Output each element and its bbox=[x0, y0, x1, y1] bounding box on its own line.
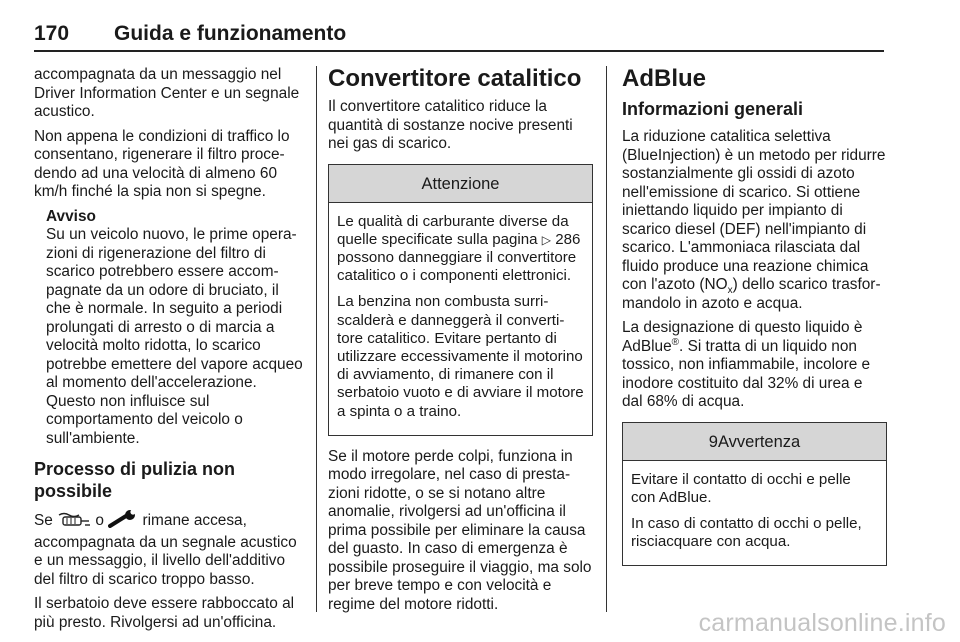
paragraph: accompagnata da un messaggio nel Driver Information Center e un segnale acustico. bbox=[34, 66, 300, 120]
caution-box-body bbox=[329, 203, 592, 435]
superscript: ® bbox=[671, 336, 680, 348]
section-heading: AdBlue bbox=[622, 65, 706, 92]
column-divider bbox=[316, 66, 317, 612]
text-fragment: possono danneggiare il convertitore catalitico o i componenti elettronici. bbox=[337, 248, 577, 285]
wrench-icon bbox=[108, 510, 138, 534]
paragraph: La benzina non combusta surriscalderà e danneggerà il convertitore catalitico. Evitare pertanto di utilizzare eccessivamente il motorino di avviamento, di rimanere con il serbatoio vuoto e di avviare il motore a spinta o a traino. bbox=[337, 293, 584, 420]
paragraph bbox=[622, 128, 887, 313]
paragraph: Se il motore perde colpi, funziona in modo irregolare, nel caso di prestazioni ridotte, o se si notano altre anomalie, rivolgersi ad un'officina il prima possibile per eliminare la causa del guasto. In caso di emergenza è possibile proseguire il viaggio, ma solo per breve tempo e con velocità e regime del motore ridotti. bbox=[328, 447, 592, 613]
paragraph: Non appena le condizioni di traffico lo consentano, rigenerare il filtro procedendo ad una velocità di almeno 60 km/h finché la spia non si spegne. bbox=[34, 127, 290, 200]
warning-title-text: Avvertenza bbox=[717, 432, 801, 451]
section-heading: Processo di pulizia non possibile bbox=[34, 459, 236, 501]
text-fragment: Se bbox=[34, 512, 53, 529]
page-reference-link[interactable]: 286 bbox=[555, 230, 581, 248]
text-fragment: La riduzione catalitica selettiva (BlueInjection) è un metodo per ridurre sostanzialmente gli ossidi di azoto nell'emissione di scarico. Si ottiene iniettando liquido per impianto di scarico diesel (DEF) nell'impianto di scarico. L'ammoniaca rilasciata dal fluido produce una reazione chimica con l'azoto (NO bbox=[622, 128, 886, 293]
text-fragment: ) dello scarico trasformandolo in azoto e acqua. bbox=[622, 276, 881, 312]
paragraph: In caso di contatto di occhi o pelle, risciacquare con acqua. bbox=[631, 514, 862, 551]
exhaust-filter-warning-icon bbox=[57, 511, 91, 534]
note-title: Avviso bbox=[46, 207, 96, 225]
subscript: x bbox=[727, 285, 733, 297]
paragraph bbox=[622, 319, 887, 412]
paragraph: Evitare il contatto di occhi e pelle con AdBlue. bbox=[631, 470, 851, 506]
column-left bbox=[34, 66, 304, 638]
page-header bbox=[34, 8, 884, 48]
text-fragment: . Si tratta di un liquido non tossico, non infiammabile, incolore e inodore costituito dal 32% di urea e dal 68% di acqua. bbox=[622, 337, 871, 410]
text-fragment: La designazione di questo liquido è AdBlue bbox=[622, 319, 863, 355]
section-heading: Convertitore catalitico bbox=[328, 65, 582, 92]
note-text: Su un veicolo nuovo, le prime operazioni di rigenerazione del filtro di scarico potrebbero essere accompagnate da un odore di bruciato, il che è normale. In seguito a periodi prolungati di arresto o di marcia a velocità molto ridotta, lo scarico potrebbe emettere del vapore acqueo al momento dell'accelerazione. Questo non influisce sul comportamento del veicolo o sull'ambiente. bbox=[46, 226, 303, 447]
paragraph: Il convertitore catalitico riduce la quantità di sostanze nocive presenti nei gas di scarico. bbox=[328, 98, 573, 152]
subsection-heading: Informazioni generali bbox=[622, 99, 804, 119]
text-fragment: o bbox=[95, 512, 104, 529]
column-divider bbox=[606, 66, 607, 612]
warning-box-title bbox=[623, 423, 886, 461]
note-block bbox=[34, 208, 304, 449]
warning-triangle-icon: 9 bbox=[708, 432, 718, 451]
warning-box bbox=[622, 422, 887, 567]
text-fragment: Le qualità di carburante diverse da quelle specificate sulla pagina bbox=[337, 212, 569, 248]
caution-box bbox=[328, 164, 593, 436]
warning-box-body bbox=[623, 461, 886, 566]
paragraph bbox=[34, 510, 304, 589]
column-middle bbox=[328, 66, 593, 620]
watermark: carmanualsonline.info bbox=[698, 609, 946, 637]
running-title: Guida e funzionamento bbox=[114, 22, 347, 45]
paragraph: Il serbatoio deve essere rabboccato al più presto. Rivolgersi ad un'officina. bbox=[34, 595, 295, 631]
caution-box-title: Attenzione bbox=[329, 165, 592, 203]
text-fragment: rimane accesa, accompagnata da un segnale acustico e un messaggio, il livello dell'additivo del filtro di scarico troppo basso. bbox=[34, 512, 297, 588]
page-number: 170 bbox=[34, 22, 70, 45]
paragraph bbox=[337, 213, 584, 286]
page-reference-arrow-icon: ▷ bbox=[541, 232, 551, 247]
column-right bbox=[622, 66, 887, 578]
header-rule bbox=[34, 50, 884, 52]
